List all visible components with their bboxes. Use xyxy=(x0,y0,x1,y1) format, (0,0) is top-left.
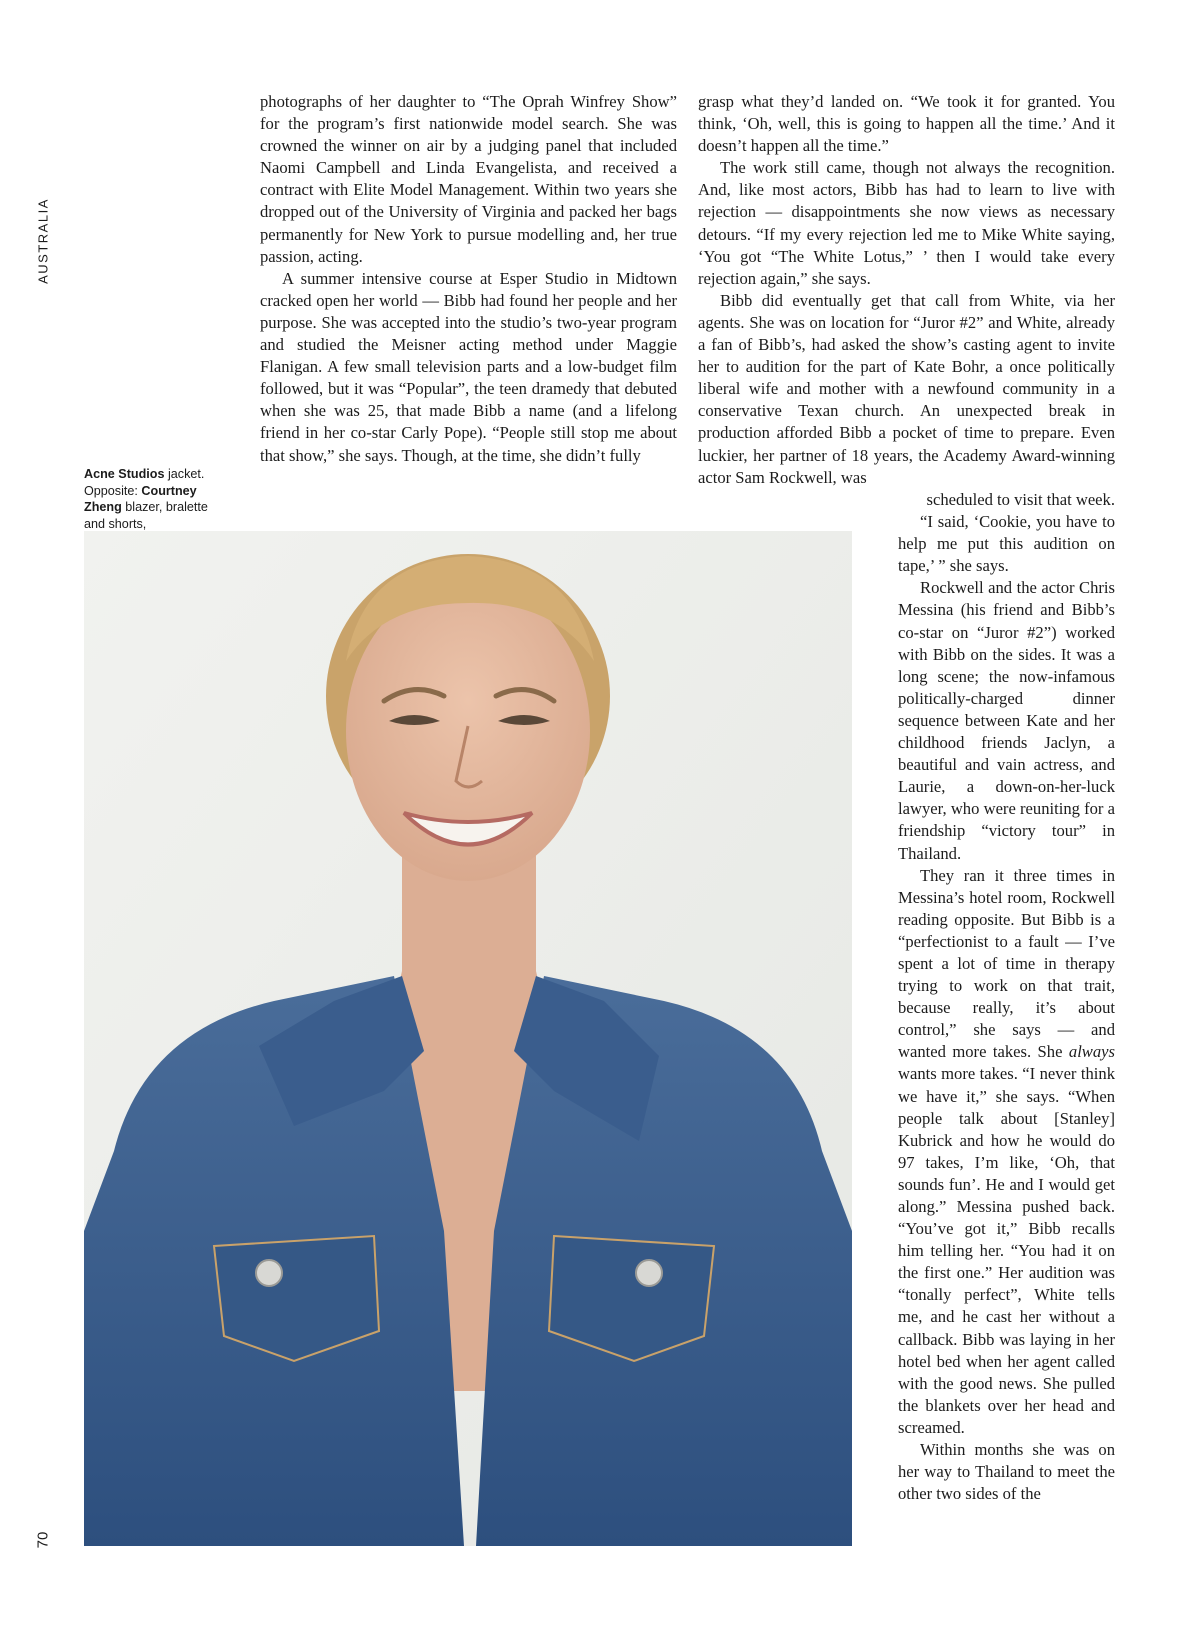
right-pocket-button xyxy=(636,1260,662,1286)
article-paragraph: photographs of her daughter to “The Oprah Winfrey Show” for the program’s first nationwide model search. She was crowned the winner on air by a judging panel that included Naomi Campbell and Linda Evangelista, and received a contract with Elite Model Management. Within two years she dropped out of the University of Virginia and packed her bags permanently for New York to pursue modelling and, her true passion, acting. xyxy=(260,92,677,266)
article-paragraph: “I said, ‘Cookie, you have to help me put this audition on tape,’ ” she says. xyxy=(898,512,1115,576)
article-paragraph: scheduled to visit that week. xyxy=(926,490,1115,509)
page-number: 70 xyxy=(34,1531,52,1549)
caption-brand: Courtney Zheng xyxy=(84,483,197,515)
left-pocket-button xyxy=(256,1260,282,1286)
article-column-left xyxy=(260,91,677,467)
article-paragraph: The work still came, though not always the recognition. And, like most actors, Bibb has had to learn to live with rejection — disappointments she now views as necessary detours. “If my every rejection led me to Mike White saying, ‘You got “The White Lotus,” ’ then I would take every rejection again,” she says. xyxy=(698,158,1115,288)
caption-brand: Acne Studios xyxy=(84,467,165,481)
article-paragraph: grasp what they’d landed on. “We took it for granted. You think, ‘Oh, well, this is going to happen all the time.’ And it doesn’t happen all the time.” xyxy=(698,92,1115,156)
article-column-narrow xyxy=(898,489,1115,1505)
section-label: AUSTRALIA xyxy=(35,198,51,284)
portrait-photo xyxy=(84,531,852,1546)
photo-credit-caption: Acne Studios jacket. Opposite: Courtney Zheng blazer, bralette and shorts, xyxy=(84,466,212,615)
article-paragraph: A summer intensive course at Esper Studio in Midtown cracked open her world — Bibb had found her people and her purpose. She was accepted into the studio’s two-year program and studied the Meisner acting method under Maggie Flanigan. A few small television parts and a low-budget film followed, but it was “Popular”, the teen dramedy that debuted when she was 25, that made Bibb a name (and a lifelong friend in her co-star Carly Pope). “People still stop me about that show,” she says. Though, at the time, she didn’t fully xyxy=(260,268,677,465)
article-paragraph: Bibb did eventually get that call from White, via her agents. She was on location for “Juror #2” and White, already a fan of Bibb’s, had asked the show’s casting agent to invite her to audition for the part of Kate Bohr, a once politically liberal wife and mother with a newfound community in a conservative Texan church. An unexpected break in production afforded Bibb a pocket of time to prepare. Even luckier, her partner of 18 years, the Academy Award-winning actor Sam Rockwell, was xyxy=(698,290,1115,487)
article-paragraph: Rockwell and the actor Chris Messina (his friend and Bibb’s co-star on “Juror #2”) worked with Bibb on the sides. It was a long scene; the now-infamous politically-charged dinner sequence between Kate and her childhood friends Jaclyn, a beautiful and vain actress, and Laurie, a down-on-her-luck lawyer, who were reuniting for a friendship “victory tour” in Thailand. xyxy=(898,578,1115,863)
article-paragraph: They ran it three times in Messina’s hotel room, Rockwell reading opposite. But Bibb is a “perfectionist to a fault — I’ve spent a lot of time in therapy trying to work on that trait, because really, it’s about control,” she says — and wanted more takes. She always wants more takes. “I never think we have it,” she says. “When people talk about [Stanley] Kubrick and how he would do 97 takes, I’m like, ‘Oh, that sounds fun’. He and I would get along.” Messina pushed back. “You’ve got it,” Bibb recalls him telling her. “You had it on the first one.” Her audition was “tonally perfect”, White tells me, and he cast her without a callback. Bibb was laying in her hotel bed when her agent called with the good news. She pulled the blankets over her head and screamed. xyxy=(898,865,1115,1437)
article-column-right xyxy=(698,91,1115,489)
article-paragraph: Within months she was on her way to Thailand to meet the other two sides of the xyxy=(898,1440,1115,1504)
